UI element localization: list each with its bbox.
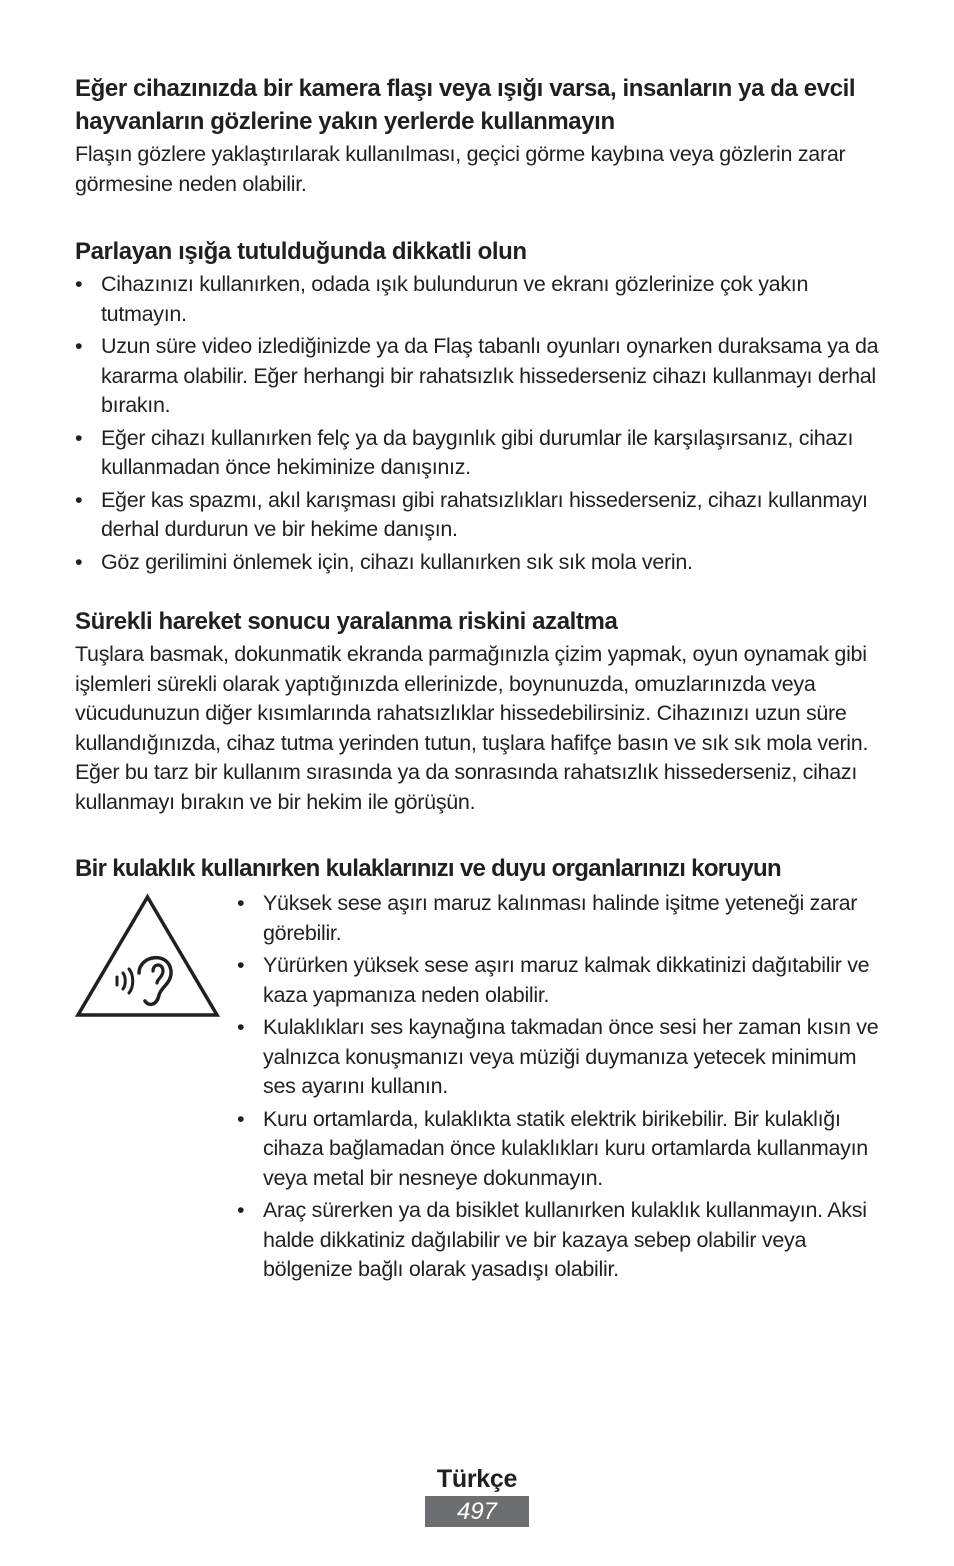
section-camera-flash [75,72,880,199]
list-item: • Cihazınızı kullanırken, odada ışık bulundurun ve ekranı gözlerinize çok yakın tutmayın. [75,270,880,329]
section-body: Flaşın gözlere yaklaştırılarak kullanılması, geçici görme kaybına veya gözlerin zarar görmesine neden olabilir. [75,142,846,196]
list-item: • Uzun süre video izlediğinizde ya da Flaş tabanlı oyunları oynarken duraksama ya da kararma olabilir. Eğer herhangi bir rahatsızlık hissederseniz cihazı kullanmayı derhal bırakın. [75,332,880,421]
section-heading: Bir kulaklık kullanırken kulaklarınızı ve duyu organlarınızı koruyun [75,855,781,882]
bullet-list [237,889,880,1285]
manual-page [75,72,880,1318]
page-footer [0,1462,954,1527]
section-repetitive-motion [75,605,880,817]
hearing-warning-block [75,889,880,1285]
section-bright-light [75,235,880,577]
list-item: • Araç sürerken ya da bisiklet kullanırken kulaklık kullanmayın. Aksi halde dikkatiniz dağılabilir ve bir kazaya sebep olabilir veya bölgenize bağlı olarak yasadışı olabilir. [237,1196,880,1285]
list-item: • Yürürken yüksek sese aşırı maruz kalmak dikkatinizi dağıtabilir ve kaza yapmanıza neden olabilir. [237,951,880,1010]
list-item: • Kulaklıkları ses kaynağına takmadan önce sesi her zaman kısın ve yalnızca konuşmanızı veya müziği duymanıza yetecek minimum ses ayarını kullanın. [237,1013,880,1102]
section-heading: Eğer cihazınızda bir kamera flaşı veya ışığı varsa, insanların ya da evcil hayvanların gözlerine yakın yerlerde kullanmayın [75,75,856,135]
section-heading: Sürekli hareket sonucu yaralanma riskini azaltma [75,608,618,635]
list-item: • Eğer cihazı kullanırken felç ya da baygınlık gibi durumlar ile karşılaşırsanız, cihazı kullanmadan önce hekiminize danışınız. [75,424,880,483]
list-item: • Eğer kas spazmı, akıl karışması gibi rahatsızlıkları hissederseniz, cihazı kullanmayı derhal durdurun ve bir hekime danışın. [75,486,880,545]
hearing-warning-icon [75,893,220,1019]
list-item: • Kuru ortamlarda, kulaklıkta statik elektrik birikebilir. Bir kulaklığı cihaza bağlamadan önce kulaklıkları kuru ortamlarda kullanmayın veya metal bir nesneye dokunmayın. [237,1105,880,1194]
section-heading: Parlayan ışığa tutulduğunda dikkatli olun [75,238,527,265]
bullet-list [75,270,880,577]
list-item: • Yüksek sese aşırı maruz kalınması halinde işitme yeteneği zarar görebilir. [237,889,880,948]
section-body: Tuşlara basmak, dokunmatik ekranda parmağınızla çizim yapmak, oyun oynamak gibi işlemleri sürekli olarak yaptığınızda ellerinizde, boynunuzda, omuzlarınızda veya vücudunuzun diğer kısımlarında rahatsızlıklar hissedebilirsiniz. Cihazınızı uzun süre kullandığınızda, cihaz tutma yerinden tutun, tuşlara hafifçe basın ve sık sık mola verin. Eğer bu tarz bir kullanım sırasında ya da sonrasında rahatsızlık hissederseniz, cihazı kullanmayı bırakın ve bir hekim ile görüşün. [75,642,869,814]
page-number: 497 [425,1496,529,1527]
list-item: • Göz gerilimini önlemek için, cihazı kullanırken sık sık mola verin. [75,548,880,578]
section-hearing-protection [75,852,880,1285]
footer-language: Türkçe [436,1465,518,1493]
